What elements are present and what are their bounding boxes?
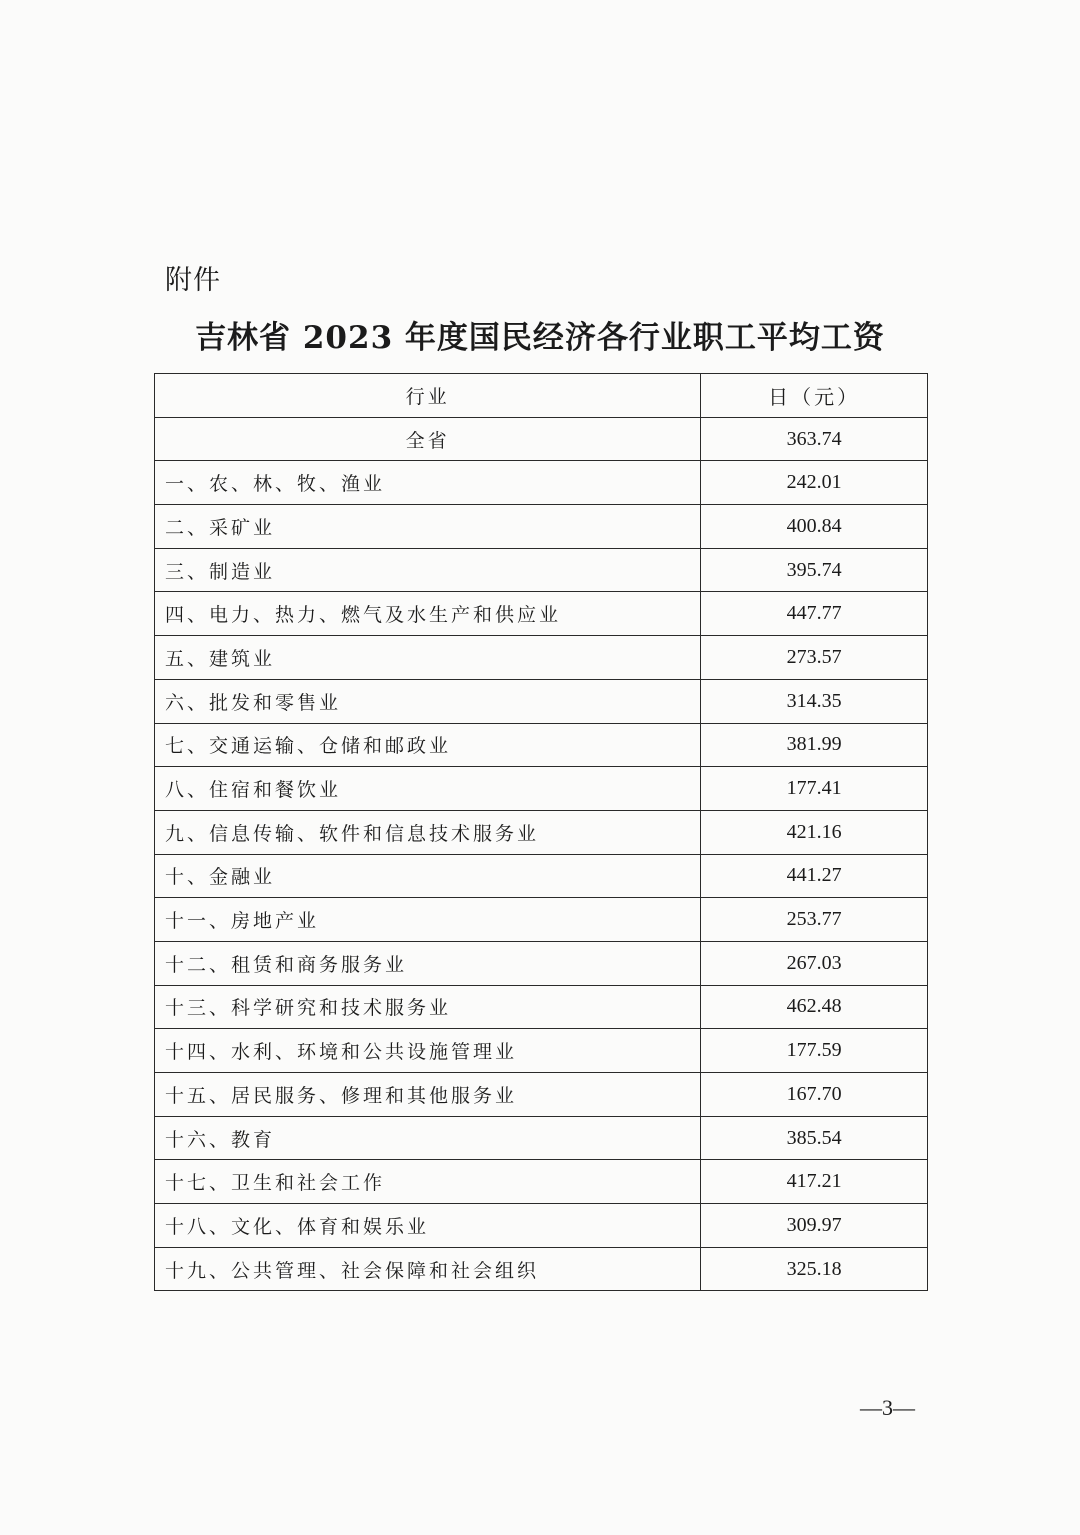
daily-wage-cell: 273.57	[701, 636, 928, 680]
daily-wage-cell: 400.84	[701, 505, 928, 549]
daily-wage-cell: 381.99	[701, 723, 928, 767]
industry-cell: 九、信息传输、软件和信息技术服务业	[155, 810, 701, 854]
daily-wage-cell: 385.54	[701, 1116, 928, 1160]
table-row	[155, 679, 928, 723]
industry-cell: 十三、科学研究和技术服务业	[155, 985, 701, 1029]
daily-wage-cell: 417.21	[701, 1160, 928, 1204]
daily-wage-cell: 441.27	[701, 854, 928, 898]
table-row	[155, 854, 928, 898]
daily-wage-cell: 253.77	[701, 898, 928, 942]
industry-cell: 十九、公共管理、社会保障和社会组织	[155, 1247, 701, 1291]
daily-wage-cell: 421.16	[701, 810, 928, 854]
daily-wage-cell: 325.18	[701, 1247, 928, 1291]
table-row	[155, 810, 928, 854]
table-row	[155, 1073, 928, 1117]
daily-wage-cell: 177.41	[701, 767, 928, 811]
industry-cell: 六、批发和零售业	[155, 679, 701, 723]
attachment-label: 附件	[165, 265, 221, 296]
table-row	[155, 505, 928, 549]
daily-wage-cell: 314.35	[701, 679, 928, 723]
table-row-total	[155, 417, 928, 461]
industry-cell: 十五、居民服务、修理和其他服务业	[155, 1073, 701, 1117]
industry-cell: 三、制造业	[155, 548, 701, 592]
page-number: —3—	[860, 1395, 915, 1420]
table-row	[155, 1029, 928, 1073]
industry-cell: 一、农、林、牧、渔业	[155, 461, 701, 505]
industry-cell: 五、建筑业	[155, 636, 701, 680]
industry-cell: 十六、教育	[155, 1116, 701, 1160]
industry-cell: 十四、水利、环境和公共设施管理业	[155, 1029, 701, 1073]
total-value-cell: 363.74	[701, 417, 928, 461]
daily-wage-cell: 167.70	[701, 1073, 928, 1117]
table-row	[155, 898, 928, 942]
total-industry-cell: 全省	[155, 417, 701, 461]
industry-cell: 十、金融业	[155, 854, 701, 898]
table-row	[155, 548, 928, 592]
industry-cell: 十一、房地产业	[155, 898, 701, 942]
industry-cell: 十二、租赁和商务服务业	[155, 941, 701, 985]
daily-wage-cell: 395.74	[701, 548, 928, 592]
industry-cell: 十七、卫生和社会工作	[155, 1160, 701, 1204]
column-header-industry: 行业	[155, 374, 701, 418]
daily-wage-cell: 267.03	[701, 941, 928, 985]
table-row	[155, 1247, 928, 1291]
document-title: 吉林省 2023 年度国民经济各行业职工平均工资	[195, 320, 885, 356]
table-row	[155, 1160, 928, 1204]
daily-wage-cell: 177.59	[701, 1029, 928, 1073]
table-row	[155, 1116, 928, 1160]
industry-cell: 二、采矿业	[155, 505, 701, 549]
table-row	[155, 941, 928, 985]
daily-wage-cell: 242.01	[701, 461, 928, 505]
table-row	[155, 985, 928, 1029]
table-row	[155, 723, 928, 767]
table-row	[155, 592, 928, 636]
column-header-daily-wage: 日（元）	[701, 374, 928, 418]
table-row	[155, 767, 928, 811]
daily-wage-cell: 309.97	[701, 1204, 928, 1248]
daily-wage-cell: 462.48	[701, 985, 928, 1029]
daily-wage-cell: 447.77	[701, 592, 928, 636]
industry-cell: 四、电力、热力、燃气及水生产和供应业	[155, 592, 701, 636]
industry-cell: 八、住宿和餐饮业	[155, 767, 701, 811]
table-row	[155, 636, 928, 680]
industry-cell: 十八、文化、体育和娱乐业	[155, 1204, 701, 1248]
table-header-row	[155, 374, 928, 418]
table-row	[155, 461, 928, 505]
table-row	[155, 1204, 928, 1248]
wage-table	[154, 373, 928, 1291]
industry-cell: 七、交通运输、仓储和邮政业	[155, 723, 701, 767]
